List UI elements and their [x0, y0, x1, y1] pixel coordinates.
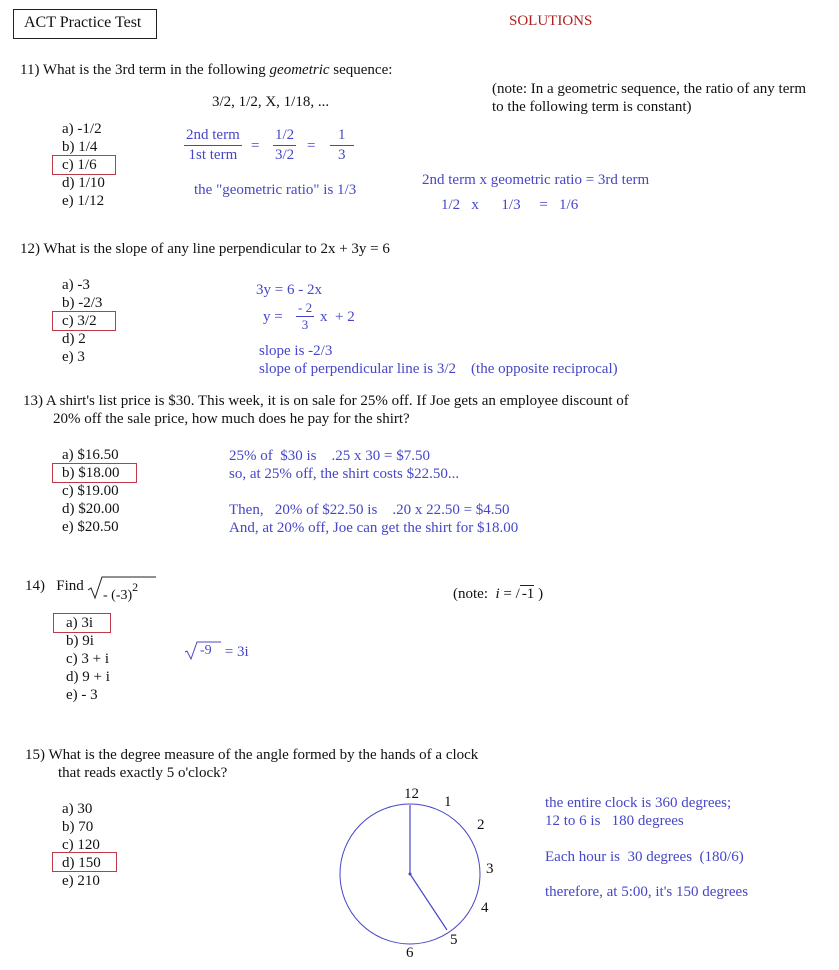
q15-option-b: b) 70: [62, 819, 94, 835]
q11-text-end: sequence:: [329, 62, 393, 78]
clock-number-1: 1: [444, 794, 452, 810]
q11-option-a: a) -1/2: [62, 121, 102, 137]
q13-answer-box: [52, 463, 137, 483]
q11-question: [20, 61, 392, 79]
note-radicand: -1: [521, 586, 535, 602]
q14-sol-radicand: -9: [200, 643, 212, 658]
clock-number-6: 6: [406, 945, 414, 961]
q12-option-e: e) 3: [62, 349, 85, 365]
clock-number-5: 5: [450, 932, 458, 948]
q14-option-b: b) 9i: [66, 633, 94, 649]
q13-sol-2: so, at 25% off, the shirt costs $22.50...: [229, 466, 460, 482]
note-eq: =: [499, 586, 516, 602]
q12-perpendicular: slope of perpendicular line is 3/2 (the opposite reciprocal): [259, 361, 618, 377]
q11-note-2: to the following term is constant): [492, 99, 692, 115]
q11-text: 11) What is the 3rd term in the following: [20, 62, 270, 78]
q13-option-e: e) $20.50: [62, 519, 119, 535]
clock-number-4: 4: [481, 900, 489, 916]
q12-option-b: b) -2/3: [62, 295, 103, 311]
exponent: 2: [132, 580, 139, 594]
clock-center: [409, 873, 412, 876]
q14-answer-box: [53, 613, 111, 633]
frac-den: 3: [338, 147, 346, 163]
q14-option-c: c) 3 + i: [66, 651, 110, 667]
q13-sol-4: And, at 20% off, Joe can get the shirt for $18.00: [229, 520, 519, 536]
frac-num: 2nd term: [184, 126, 242, 146]
q15-sol-1: the entire clock is 360 degrees;: [545, 795, 732, 811]
q12-question: 12) What is the slope of any line perpendicular to 2x + 3y = 6: [20, 241, 390, 257]
q15-sol-2: 12 to 6 is 180 degrees: [545, 813, 684, 829]
q12-slope: slope is -2/3: [259, 343, 333, 359]
q11-ratio-text: the "geometric ratio" is 1/3: [194, 182, 357, 198]
clock-hour-hand: [410, 874, 447, 930]
q14-sol-rhs: = 3i: [221, 644, 249, 660]
q12-answer-box: [52, 311, 116, 331]
q11-option-b: b) 1/4: [62, 139, 98, 155]
clock-number-2: 2: [477, 817, 485, 833]
q13-question-1: 13) A shirt's list price is $30. This week, it is on sale for 25% off. If Joe gets an employee discount of: [23, 393, 629, 409]
q15-option-c: c) 120: [62, 837, 100, 853]
q11-italic: geometric: [269, 62, 330, 78]
q14-option-d: d) 9 + i: [66, 669, 110, 685]
sqrt-hook: /: [515, 586, 520, 602]
q13-option-c: c) $19.00: [62, 483, 119, 499]
q13-sol-3: Then, 20% of $22.50 is .20 x 22.50 = $4.50: [229, 502, 510, 518]
q12-step2-lhs: y =: [263, 309, 283, 325]
q15-option-a: a) 30: [62, 801, 93, 817]
q13-option-b: b) $18.00: [62, 465, 120, 481]
frac-den: 1st term: [188, 147, 238, 163]
q12-option-c: c) 3/2: [62, 313, 97, 329]
q11-rule: 2nd term x geometric ratio = 3rd term: [422, 172, 650, 188]
q11-option-c: c) 1/6: [62, 157, 97, 173]
q14-option-e: e) - 3: [66, 687, 98, 703]
frac-num: 1: [330, 126, 354, 146]
q15-answer-box: [52, 852, 117, 872]
clock-number-12: 12: [404, 786, 419, 802]
frac-num: - 2: [298, 300, 313, 315]
q13-option-a: a) $16.50: [62, 447, 119, 463]
q12-option-a: a) -3: [62, 277, 90, 293]
q11-calc: 1/2 x 1/3 = 1/6: [441, 197, 579, 213]
equals: =: [251, 138, 260, 154]
page-title: ACT Practice Test: [24, 14, 142, 31]
clock-number-3: 3: [486, 861, 494, 877]
q12-step2-rhs: x + 2: [320, 309, 355, 325]
q14-option-a: a) 3i: [66, 615, 94, 631]
note-sqrt: [520, 585, 535, 602]
q11-note-1: (note: In a geometric sequence, the ratio of any term: [492, 81, 807, 97]
q11-option-d: d) 1/10: [62, 175, 105, 191]
frac-den: 3: [301, 317, 309, 332]
q15-sol-3: Each hour is 30 degrees (180/6): [545, 849, 744, 865]
q11-fraction-terms: [184, 126, 242, 165]
q15-question-2: that reads exactly 5 o'clock?: [58, 765, 228, 781]
q12-step1: 3y = 6 - 2x: [256, 282, 322, 298]
q15-question-1: 15) What is the degree measure of the angle formed by the hands of a clock: [25, 747, 479, 763]
q13-question-2: 20% off the sale price, how much does he pay for the shirt?: [53, 411, 410, 427]
frac-num: 1/2: [273, 126, 296, 146]
solutions-heading: SOLUTIONS: [509, 13, 593, 29]
q12-step2-fraction: [296, 300, 314, 333]
q15-option-e: e) 210: [62, 873, 100, 889]
q11-fraction-values: [273, 126, 296, 165]
q11-fraction-result: [330, 126, 354, 165]
note-close: ): [534, 586, 544, 602]
q13-sol-1: 25% of $30 is .25 x 30 = $7.50: [229, 448, 430, 464]
q11-sequence: 3/2, 1/2, X, 1/18, ...: [212, 94, 330, 110]
q14-radicand: [103, 578, 138, 605]
q11-option-e: e) 1/12: [62, 193, 105, 209]
equals: =: [307, 138, 316, 154]
note-i: i: [495, 586, 500, 602]
q14-label: 14) Find: [25, 578, 84, 594]
note-text: (note:: [453, 586, 496, 602]
q11-answer-box: [52, 155, 116, 175]
radicand: - (-3): [103, 588, 133, 603]
q12-option-d: d) 2: [62, 331, 86, 347]
q15-option-d: d) 150: [62, 855, 101, 871]
frac-den: 3/2: [275, 147, 295, 163]
q13-option-d: d) $20.00: [62, 501, 120, 517]
q14-note: [453, 585, 543, 603]
q15-sol-4: therefore, at 5:00, it's 150 degrees: [545, 884, 749, 900]
